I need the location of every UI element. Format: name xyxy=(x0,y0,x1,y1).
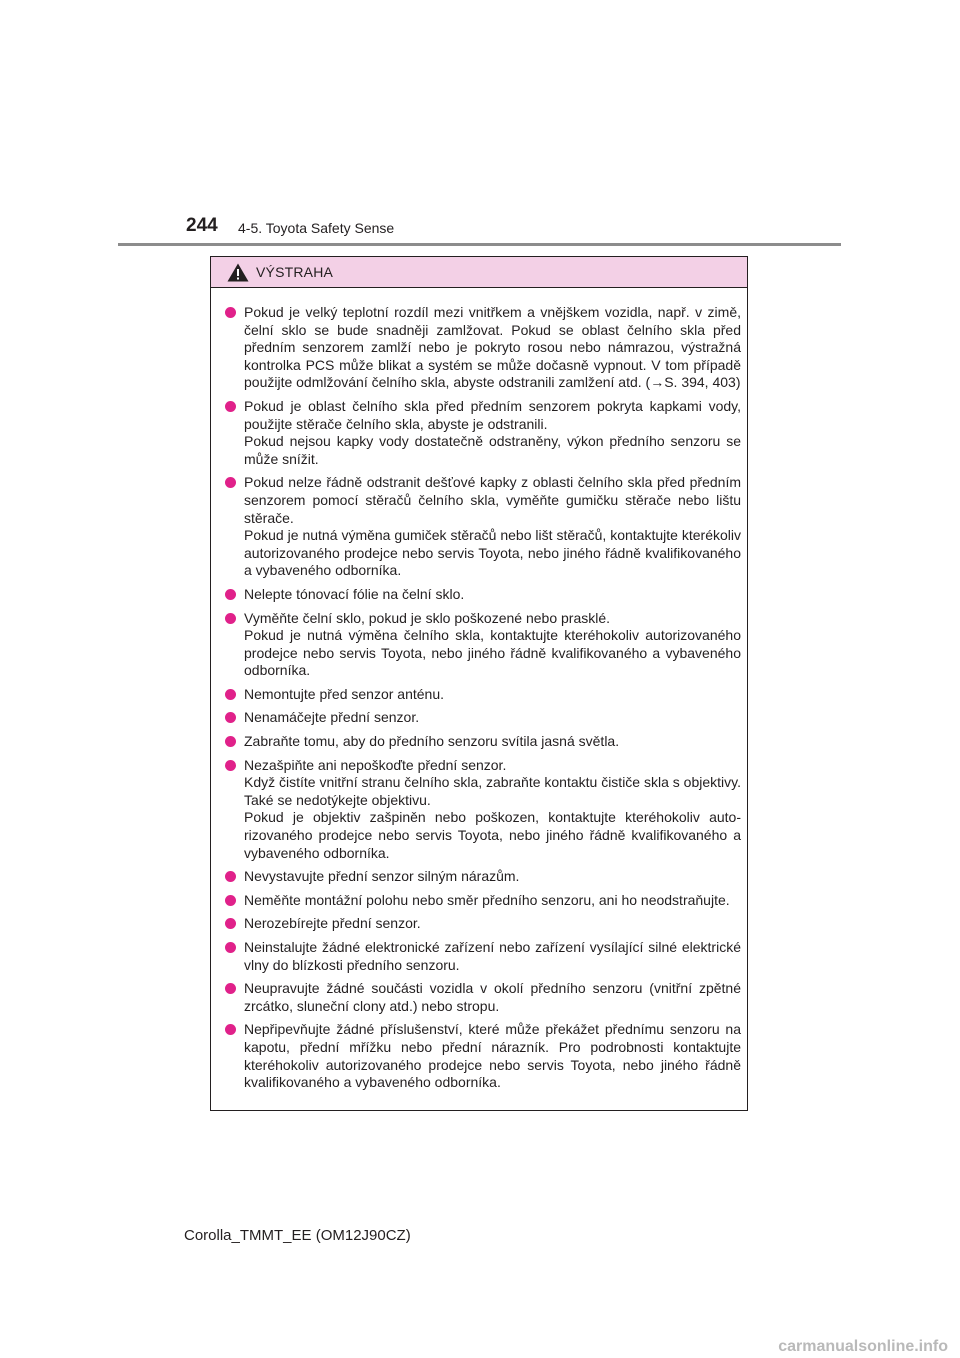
bullet-icon xyxy=(225,712,236,723)
warning-item-line: Neměňte montážní polohu nebo směr předního senzoru, ani ho neodstraňujte. xyxy=(244,891,730,908)
bullet-icon xyxy=(225,689,236,700)
warning-item-line: Když čistíte vnitřní stranu čelního skla, zabraňte kontaktu čističe skla s objektivy. Také se nedotýkejte objektivu. xyxy=(244,774,741,808)
warning-item-line: Pokud je objektiv zašpiněn nebo poškozen, kontaktujte kteréhokoliv autorizovaného prodejce nebo servis Toyota, nebo jiného řádně kvalifikovaného a vybaveného odborníka. xyxy=(244,809,741,861)
warning-item xyxy=(225,757,741,863)
section-title: 4-5. Toyota Safety Sense xyxy=(238,220,395,236)
warning-item-line: Zabraňte tomu, aby do předního senzoru svítila jasná světla. xyxy=(244,733,620,750)
warning-item-line: Nenamáčejte přední senzor. xyxy=(244,709,420,726)
warning-item-text xyxy=(244,915,741,933)
bullet-icon xyxy=(225,760,236,771)
warning-item-line: Vyměňte čelní sklo, pokud je sklo poškozené nebo prasklé. xyxy=(244,609,611,626)
warning-item xyxy=(225,939,741,974)
warning-item xyxy=(225,709,741,727)
page-number: 244 xyxy=(186,215,218,236)
warning-item-text xyxy=(244,980,741,1015)
warning-item-line: Nevystavujte přední senzor silným nárazům. xyxy=(244,868,520,885)
warning-item-line: Neupravujte žádné součásti vozidla v okolí předního senzoru (vnitřní zpětné zrcátko, sluneční clony atd.) nebo stropu. xyxy=(244,980,741,1014)
warning-item-line: Nezašpiňte ani nepoškoďte přední senzor. xyxy=(244,756,507,773)
bullet-icon xyxy=(225,401,236,412)
warning-item xyxy=(225,586,741,604)
warning-item-line: Pokud je nutná výměna čelního skla, kontaktujte kteréhokoliv autorizovaného prodejce nebo servis Toyota, nebo jiného řádně kvalifikovaného a vybaveného odborníka. xyxy=(244,627,741,679)
warning-item-text xyxy=(244,892,741,910)
warning-item-line: Pokud je velký teplotní rozdíl mezi vnitřkem a vnějškem vozidla, např. v zimě, čelní sklo se bude snadněji zamlžovat. Pokud se oblast čelního skla před předním senzorem zamlží nebo je pokryto rosou nebo námrazou, výstražná kontrolka PCS může blikat a systém se může dočasně vypnout. V tom případě použijte odmlžování čelního skla, abyste odstranili zamlžení atd. (→S. 394, 403) xyxy=(244,304,741,391)
warning-item-line: Pokud nelze řádně odstranit dešťové kapky z oblasti čelního skla před předním senzorem pomocí stěračů čelního skla, vyměňte gumičku stěrače nebo lištu stěrače. xyxy=(244,474,741,526)
warning-item xyxy=(225,686,741,704)
header-divider xyxy=(118,243,841,246)
warning-item xyxy=(225,868,741,886)
bullet-icon xyxy=(225,477,236,488)
watermark: carmanualsonline.info xyxy=(778,1338,948,1355)
warning-item-line: Pokud je nutná výměna gumiček stěračů nebo lišt stěračů, kontaktujte kterékoliv autorizovaného prodejce nebo servis Toyota, nebo jiného řádně kvalifikovaného a vybaveného odborníka. xyxy=(244,527,741,579)
warning-item xyxy=(225,892,741,910)
warning-item-text xyxy=(244,474,741,580)
manual-code: Corolla_TMMT_EE (OM12J90CZ) xyxy=(184,1227,411,1244)
warning-box xyxy=(210,256,748,1111)
warning-triangle-icon xyxy=(227,263,249,282)
bullet-icon xyxy=(225,613,236,624)
warning-item xyxy=(225,915,741,933)
warning-item-text xyxy=(244,398,741,468)
warning-item xyxy=(225,980,741,1015)
warning-item xyxy=(225,1021,741,1091)
warning-header xyxy=(211,257,747,288)
warning-item xyxy=(225,733,741,751)
warning-item-line: Neinstalujte žádné elektronické zařízení nebo zařízení vysílající silné elektrické vlny do blízkosti předního senzoru. xyxy=(244,939,741,973)
warning-item xyxy=(225,304,741,392)
bullet-icon xyxy=(225,918,236,929)
warning-item-text xyxy=(244,610,741,680)
warning-item-line: Nemontujte před senzor anténu. xyxy=(244,685,445,702)
bullet-icon xyxy=(225,983,236,994)
warning-item-text xyxy=(244,709,741,727)
warning-list xyxy=(211,288,747,1092)
bullet-icon xyxy=(225,1024,236,1035)
warning-item-text xyxy=(244,733,741,751)
bullet-icon xyxy=(225,589,236,600)
warning-item xyxy=(225,610,741,680)
bullet-icon xyxy=(225,942,236,953)
warning-item-text xyxy=(244,757,741,863)
warning-item-text xyxy=(244,1021,741,1091)
warning-item-line: Nerozebírejte přední senzor. xyxy=(244,915,421,932)
bullet-icon xyxy=(225,307,236,318)
bullet-icon xyxy=(225,871,236,882)
warning-item-text xyxy=(244,686,741,704)
warning-item-line: Pokud je oblast čelního skla před předním senzorem pokryta kapkami vody, použijte stěrače čelního skla, abyste je odstranili. xyxy=(244,397,741,432)
warning-item-line: Pokud nejsou kapky vody dostatečně odstraněny, výkon předního senzoru se může snížit. xyxy=(244,433,741,467)
warning-item xyxy=(225,398,741,468)
warning-item-line: Nelepte tónovací fólie na čelní sklo. xyxy=(244,585,465,602)
warning-item xyxy=(225,474,741,580)
warning-item-text xyxy=(244,939,741,974)
warning-item-text xyxy=(244,586,741,604)
bullet-icon xyxy=(225,736,236,747)
warning-title: VÝSTRAHA xyxy=(256,264,334,280)
warning-item-text xyxy=(244,868,741,886)
bullet-icon xyxy=(225,895,236,906)
warning-item-line: Nepřipevňujte žádné příslušenství, které může překážet přednímu senzoru na kapotu, přední mřížku nebo přední nárazník. Pro podrobnosti kontaktujte kteréhokoliv autorizovaného prodejce nebo servis Toyota, nebo jiného řádně kvalifikovaného a vybaveného odborníka. xyxy=(244,1021,741,1091)
warning-item-text xyxy=(244,304,741,392)
